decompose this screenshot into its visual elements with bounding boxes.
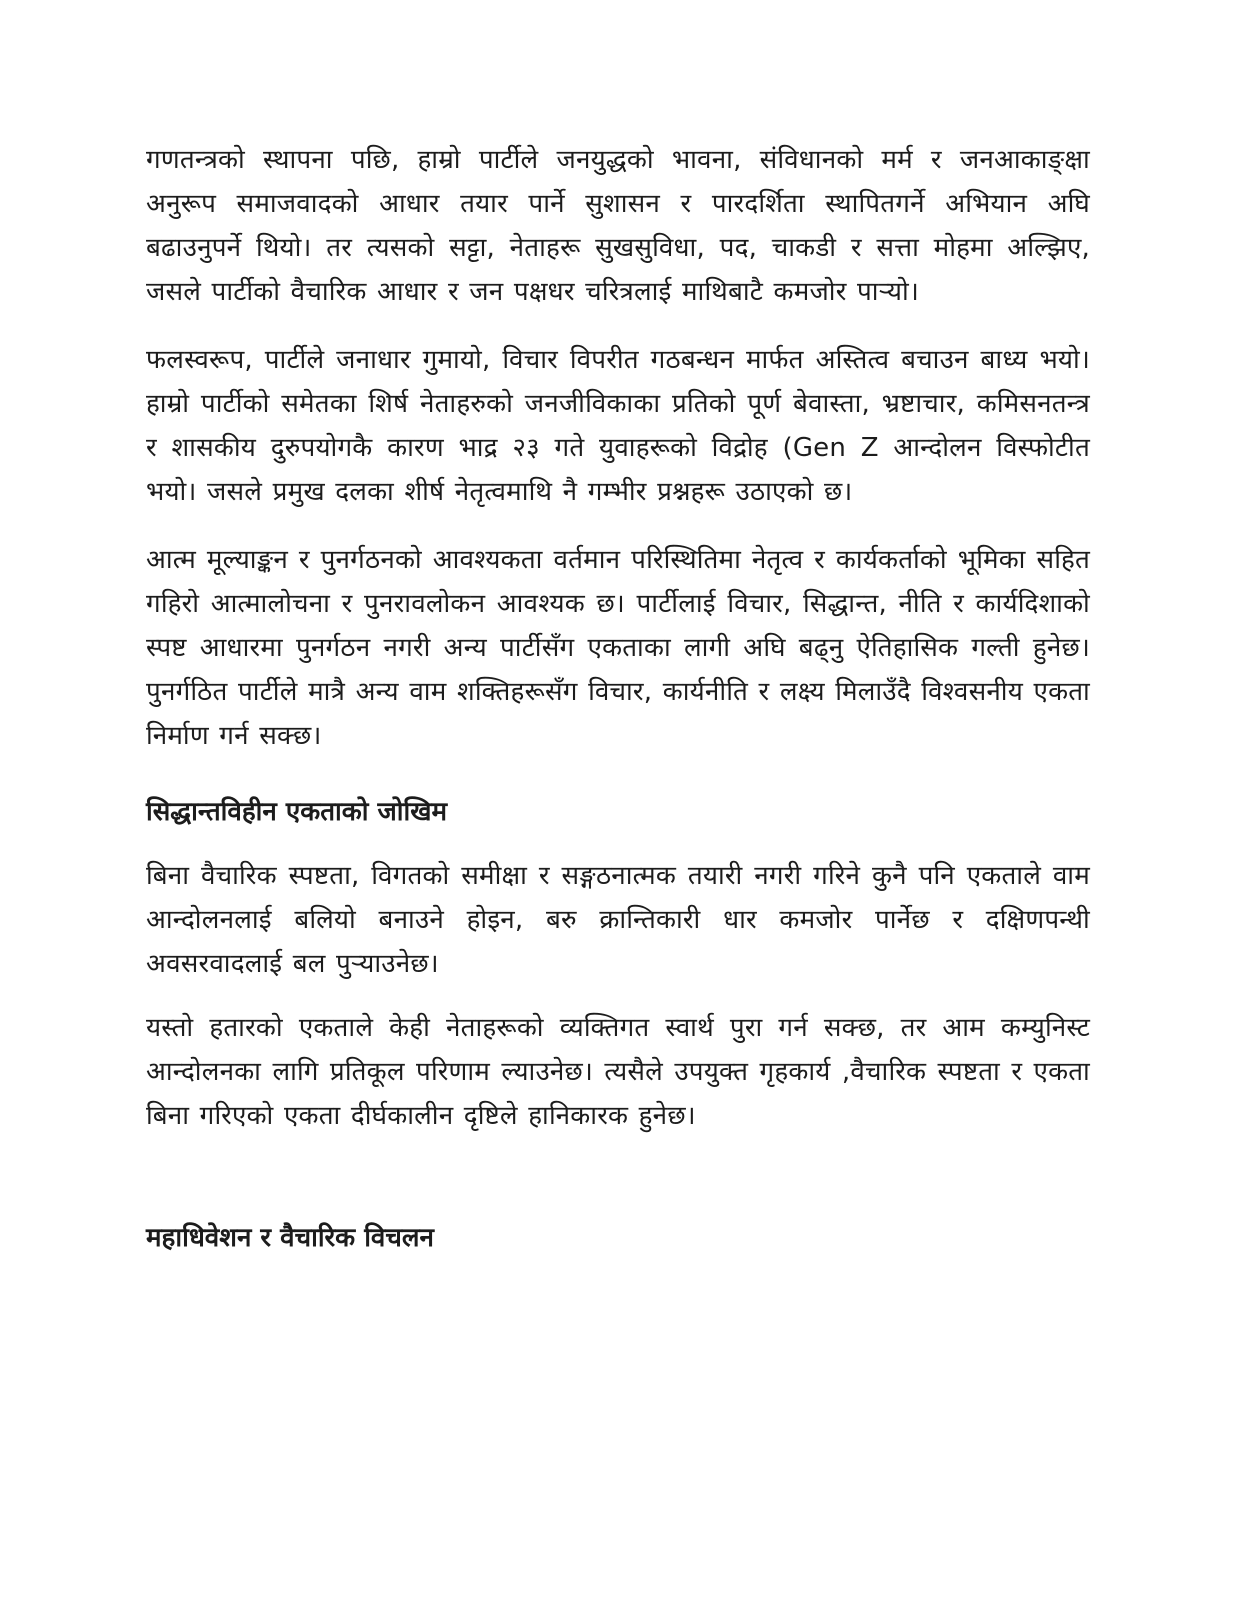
section-heading-unprincipled-unity: सिद्धान्तविहीन एकताको जोखिम [146,797,448,827]
paragraph-republic-establishment: गणतन्त्रको स्थापना पछि, हाम्रो पार्टीले जनयुद्धको भावना, संविधानको मर्म र जनआकाङ्क्षा अनुरूप समाजवादको आधार तयार पार्ने सुशासन र पारदर्शिता स्थापितगर्ने अभियान अघि बढाउनुपर्ने थियो। तर त्यसको सट्टा, नेताहरू सुखसुविधा, पद, चाकडी र सत्ता मोहमा अल्झिए, जसले पार्टीको वैचारिक आधार र जन पक्षधर चरित्रलाई माथिबाटै कमजोर पार्‍यो। [146,145,1090,307]
section-heading-convention: महाधिवेशन र वैचारिक विचलन [146,1223,434,1253]
paragraph-consequences: फलस्वरूप, पार्टीले जनाधार गुमायो, विचार विपरीत गठबन्धन मार्फत अस्तित्व बचाउन बाध्य भयो। हाम्रो पार्टीको समेतका शिर्ष नेताहरुको जनजीविकाका प्रतिको पूर्ण बेवास्ता, भ्रष्टाचार, कमिसनतन्त्र र शासकीय दुरुपयोगकै कारण भाद्र २३ गते युवाहरूको विद्रोह (Gen Z आन्दोलन विस्फोटीत भयो। जसले प्रमुख दलका शीर्ष नेतृत्वमाथि नै गम्भीर प्रश्नहरू उठाएको छ। [146,345,1090,507]
paragraph-hasty-unity: यस्तो हतारको एकताले केही नेताहरूको व्यक्तिगत स्वार्थ पुरा गर्न सक्छ, तर आम कम्युनिस्ट आन्दोलनका लागि प्रतिकूल परिणाम ल्याउनेछ। त्यसैले उपयुक्त गृहकार्य ,वैचारिक स्पष्टता र एकता बिना गरिएको एकता दीर्घकालीन दृष्टिले हानिकारक हुनेछ। [146,1013,1090,1131]
document-body [146,138,1090,1260]
paragraph-unity-without-clarity: बिना वैचारिक स्पष्टता, विगतको समीक्षा र सङ्गठनात्मक तयारी नगरी गरिने कुनै पनि एकताले वाम आन्दोलनलाई बलियो बनाउने होइन, बरु क्रान्तिकारी धार कमजोर पार्नेछ र दक्षिणपन्थी अवसरवादलाई बल पुऱ्याउनेछ। [146,861,1090,979]
paragraph-self-evaluation: आत्म मूल्याङ्कन र पुनर्गठनको आवश्यकता वर्तमान परिस्थितिमा नेतृत्व र कार्यकर्ताको भूमिका सहित गहिरो आत्मालोचना र पुनरावलोकन आवश्यक छ। पार्टीलाई विचार, सिद्धान्त, नीति र कार्यदिशाको स्पष्ट आधारमा पुनर्गठन नगरी अन्य पार्टीसँग एकताका लागी अघि बढ्नु ऐतिहासिक गल्ती हुनेछ। पुनर्गठित पार्टीले मात्रै अन्य वाम शक्तिहरूसँग विचार, कार्यनीति र लक्ष्य मिलाउँदै विश्वसनीय एकता निर्माण गर्न सक्छ। [146,545,1090,751]
